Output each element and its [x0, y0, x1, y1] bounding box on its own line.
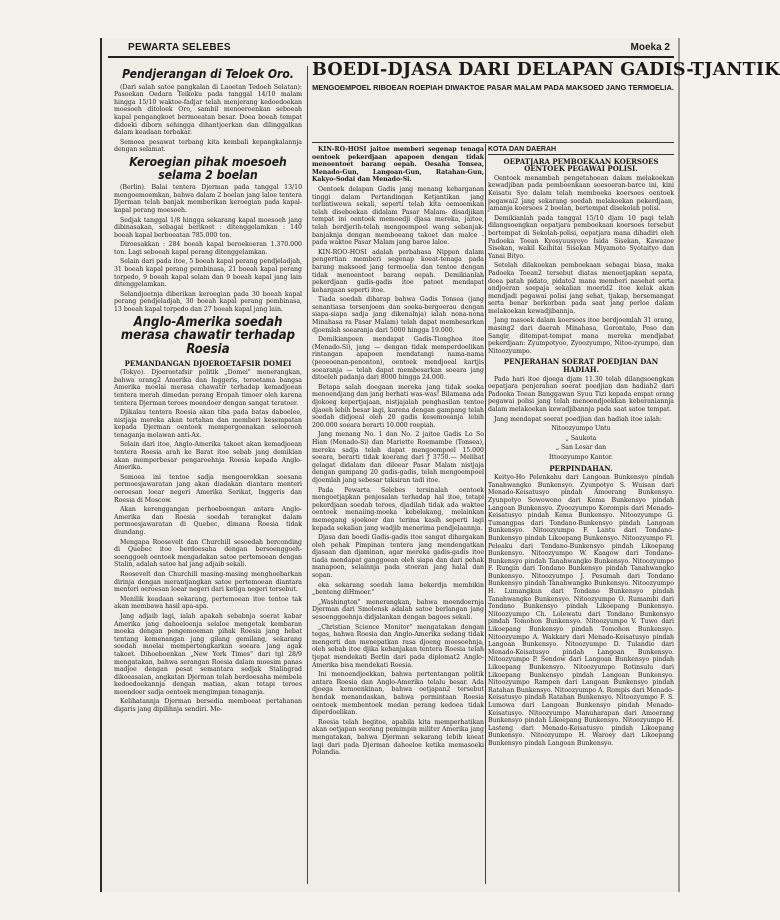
- lead-box: KIN-RO-HOSI jaitoe memberi segenap tenaga oentoek pekerdjaan apapoen dengan tidak menoentoet barang oepah. Oesaha Tonsea, Menado-Gun, Langoan-Gun, Ratahan-Gun, Kakyo-Sodai dan Menado-Si.: [312, 146, 484, 184]
- paragraph: Jang menang No. 1 dan No. 2 jaitoe Gadis Lo So Hian (Menado-Si) dan Mariette Roemambe (Tonsea), mereka sadja telah dapat mengoempoel 15.000 soeara, berarti tidak koerang dari ƒ 3750.— Melihat gelagat didalam dan diloear Pasar Malam nistjaja dengan gampang 20 gadis-gadis, telah mengoempoel djoemlah jang sebesar taksiran tadi itoe.: [312, 431, 484, 484]
- paper-name: PEWARTA SELEBES: [128, 42, 231, 53]
- paragraph: Diroesakkan : 284 boeah kapal beroekoeran 1.370.000 ton. Lagi seboeah kapal perang ditenggelamkan.: [114, 241, 302, 256]
- paragraph: Demikianpoen mendapat Gadis-Tionghoa itoe (Menado-Si), jang — dengan tidak memperdoelikan rintangan apapoen mendatangi nama-nama (peoeoenan-penonton), oentoek mendjoeal kartjis soearanja — telah dapat membesarkan soeara jang ditoeleh padanja dari 8000 hingga 24.000.: [312, 336, 484, 382]
- paragraph: Pada Pewarta Selebes tersinalah oentoek mengoetjapkan penjesalan terhadap hal itoe, tetapi pekerdjaan soedah teroes, djadilah tidak ada waktoe oentoek menaiing-moeka kebelakang, melainkan memegang sjoekoer dan terima kasih seperti lagi kepada sekalian jang wadjib menerima pendjelaannja.: [312, 486, 484, 532]
- paragraph: Menilik keadaan sekarang, pertemoean itoe tentoe tak akan membawa hasil apa-apa.: [114, 595, 302, 611]
- paragraph: Oentoek delapan Gadis jang menang keharganan tinggi dalam Pertandingan Ketjantikan jang terlintiwewa sekali, seperti telah kita oemoemkan telah diseboekan didalam Pasar Malam- disadjikan tempat ini oentoek memoedji djasa mereka, jaitoe, telah berdjerih-telah mengoempoel wang sebanjak-banjaknja dengan memboeang takoet dan malce - pada waktoe Pasar Malam jang baroe laloe.: [312, 185, 484, 247]
- paragraph: Semoea ini tentoe sadja mengoerokkan soesana permoesjawaratan jang akan diadakan diantara menteri oeroesan loear negeri Amerika Serikat, Inggeris dan Roesia di Moscow.: [114, 473, 302, 504]
- headline: Keroegian pihak moesoeh selama 2 boelan: [129, 154, 287, 182]
- paragraph: Keityo-Ho Pelenkahu dari Langoan Bunkensyo pindah Tanahwangko Bunkensyo. Zyunpotyo S. Wuisan dari Menado-Keisatusyo pindah Amoerang Bunkensyo. Zyunpotyo Sowowono dari Kema Bunkensyo pindah Langoan Bunkensyo. Zyoozyumpo Korompis dari Menado-Keisatusyo pindah Kema Bunkensyo. Nitoozyumpo G. Tumangpas dari Tondano-Bunkensyo pindah Langoan Bunkensyo. Nitoozyumpo F. Lantu dari Tondano-Bunkensyo pindah Likoepang Bunkensyo. Nitoozyumpo Fl. Peleaku dari Tondano-Bunkensyo pindah Likoepang Bunkensyo. Nitoozyumpo W. Kaagow dari Tondano-Bunkensyo pindah Tanahwangko Bunkensyo. Nitoozyumpo F. Rungin dari Tondano Bunkensyo pindah Tanahwangko Bunkensyo. Nitoozyumpo J. Pesumah dari Tondano Bunkensyo pindah Tanahwangko Bunkensyo. Nitoozyumpo H. Lumangkun dari Tondano Bunkensyo pindah Tanahwangko Bunkensyo. Nitoozyumpo O. Rumambi dari Tondano Bunkensyo pindah Likoepang Bunkensyo. Nitoozyumpo Ch. Lolewatu dari Tondano Bunkensyo pindah Tomohon Bunkensyo. Nitoozyumpo V. Tuwo dari Likoepang Bunkensyo pindah Tomohon Bunkensyo. Nitoozyumpo A. Wakkary dari Menado-Keisatusyo pindah Langoan Bunkensyo. Nitoozyumpo D. Tulandie dari Menado-Keisatusyo pindah Langoan Bunkensyo. Nitoozyumpo P. Sendow dari Langoan Bunkensyo pindah Likoepang Bunkensyo. Nitoozyumpo Rotinsulu dari Likoepang Bunkensyo pindah Langoan Bunkensyo. Nitoozyumpo Rampen dari Langoan Bunkensyo pindah Ratahan Bunkensyo. Nitoozyumpo A. Rompis dari Menado-Keisatusyo pindah Ratahan Bunkensyo. Nitoozyumpo F. S. Lumowa dari Langoan Bunkensyo pindah Menado-Keisatusyo. Nitoozyumpo Manuharapan dari Amoerang Bunkensyo pindah Likoepang Bunkensyo. Nitoozyumpo H. Lasteng dari Menado-Keisatusyo pindah Likoepang Bunkensyo. Nitoozyumpo H. Waroey dari Likoepang Bunkensyo pindah Langoan Bunkensyo.: [488, 474, 674, 747]
- paragraph: (Dari salah satoe pangkalan di Laoetan Tedoeh Selatan): Pasoekan Oedara Teikoku pada tanggal 14/10 malam hingga 15/10 waktoe-fadjar telah menjerang kedoedoekan moesoeh ditoloek Oro, sambil menoeroenkan seboeah kapal pengangkoet bermoeatan besar. Doea boeah tempat didoeki diborn sehingga dihantjoerkan dan dilinggalkan dalam keadaan terbakar.: [114, 83, 302, 137]
- column-right: [488, 146, 674, 886]
- subheadline: PERPINDAHAN.: [549, 463, 613, 473]
- list-item: Nitoozyumpo Untu: [551, 425, 611, 433]
- paragraph: (Tokyo). Djoeroetafsir politik „Domei" menerangkan, bahwa orang2 Amerika dan Inggeris, teroetama bangsa Amerika moelai merasa chawatir terhadap kemadjoean tentera merah dimedan perang Eropah timoer oleh karena tentera Djerman teroes moendoer dengan sangat teratoer.: [114, 369, 302, 407]
- paragraph: Mengapa Roosevelt dan Churchill sesoedah berconding di Quebec itoe berdoesaha dengan bersoenggoeh-soenggoeh oentoek mengadakan satoe pertemoean dengan Stalin, adalah satoe hal jang adjaib sekali.: [114, 538, 302, 569]
- paragraph: Pada hari itoe djoega djam 11.30 telah dilangsoengkan oepatjara penjerahan soerat poedjian dan hadiah2 dari Padoeka Toean Banggawan Syuu Tizi kepada empat orang pegawai polisi jang telah menoendjoekkan keberaniannja dalam melakoekan kewadjibannja pada saat satoe tempat.: [488, 375, 674, 413]
- paragraph: Jang masoek dalam koersoes itoe berdjoemlah 31 orang, masing2 dari daerah Minahasa, Gorontalo, Poso dan Sangir, ditempat-tempat mana mereka mendjabat pekerdjaan: Zyumpotyoo, Zyoozyumpo, Nitoo-zyumpo, dan Nitoozyumpo.: [488, 317, 674, 355]
- banner-headline: [312, 60, 780, 92]
- banner-rule: [312, 142, 674, 143]
- paragraph: Oentoek menambah pengetahoean dalam melakoekan kewadjiban pada pemboenkaan soesoeran-barce ini, kini Keisatu Syo dalam telah memboeka koersoes oentoek pegawai2 jang sekarang soedah melakoekan pekerdjaan, jamanja koersoes 2 boelan, bertempat disekolah polisi.: [488, 174, 674, 213]
- paragraph: Roesia telah begitoe, apabila kita memperhatikan akan oetjapan seorang pemimpin militer Amerika jang mengatakan, bahwa Djerman sekarang lebih koeat lagi dari pada Djerman dahoeloe ketika memasoeki Polandia.: [312, 718, 484, 757]
- paragraph: Betapa salah doegaan mereka jang tidak soeka menoendjang dan jang berhati was-was! Bilamana ada djokoeg kepertjajaan, nistjajalah penghasilan tentoe djaoeh lebih besar lagi, karena dengan gampang telah soedah didjoeal oleh 20 gadis kesemoeanja lebih 200.000 soeara berarti 10.000 roepiah.: [312, 383, 484, 429]
- paragraph: Akan kerenggangan perhoeboengan antara Anglo-Amerika dan Roesia soedah terangkat dalam permoesjawaratan di Quebec, dimana Roesia tidak diundang.: [114, 506, 302, 537]
- page-number: Moeka 2: [630, 42, 670, 53]
- paragraph: „Washington" menerangkan, bahwa moendoernja Djerman dari Smolensk adalah satoe berlangan jang sesoenggoehnja didjalankan dengan bagoes sekali.: [312, 598, 484, 622]
- paragraph: KIN-ROO-HOSI adalah perbahasa Nippon dalam pengertian memberi segenap koeat-tenaga pada barang maksoed jang termoelia dan tentoe dengan tidak menoentoet barang oepah. Demikianlah pekerdjaan gadis-gadis itoe patoet mendapat kehargaan seperti itoe.: [312, 248, 484, 294]
- list-item: Ittoozyumpo Kantor.: [549, 453, 613, 461]
- paragraph: Jang mendapat soerat poedjian dan hadiah itoe ialah:: [494, 415, 662, 423]
- paragraph: eka sekarang soedah lama bekerdja membikin „benteng diHmoer.": [312, 581, 484, 597]
- paragraph: Selain dari itoe, Anglo-Amerika takoet akan kemadjoean tentera Roesia arah ke Barat itoe sebab jang demikian akan memperbesar pengaroehnja Roesia kepada Anglo-Amerika.: [114, 441, 302, 472]
- headline: Anglo-Amerika soedah merasa chawatir terhadap Roesia: [120, 314, 296, 357]
- paragraph: Djasa dan boedi Gadis-gadis itoe sangat dihargakan oleh pehak Pimpinan tentera jang mendengatkan djasaan dan djaminan, agar mereka gadis-gadis itoe tiada mendapat ganggoean oleh siapa dan dari pehak manapoen, selainnja pada stoeran jang halal dan sopan.: [312, 534, 484, 580]
- headline: Pendjerangan di Teloek Oro.: [122, 67, 294, 81]
- column-left: [114, 66, 302, 886]
- column-rule: [485, 144, 486, 884]
- paragraph: Sedjak tanggal 1/8 hingga sekarang kapal moesoeh jang dibinasakan, sebagai berikoet : ditenggelamkan : 140 boeah kapal berboeatan 785.000 ton.: [114, 216, 302, 239]
- section-label: KOTA DAN DAERAH: [488, 146, 674, 155]
- paragraph: Selandjoetnja diberikan keroegian pada 30 boeah kapal perang pendjeladjah, 30 boeah kapal perang pembinasa, 13 boeah kapal torpedo dan 27 boeah kapal jang lain.: [114, 290, 302, 314]
- paragraph: Semoea pesawat terbang kita kembali kepangkalannja dengan selamat.: [114, 138, 302, 154]
- paragraph: Demikianlah pada tanggal 15/10 djam 10 pagi telah dilangsoengkan oepatjara pemboekaan koersoes tersebut bertempat di Sekolah-polisi, oepatjara mana dihadiri oleh Padoeka Toean Kyosyuusyoyo Isida Sisekan, Kawazoe Sisekan, wakil Keibitai Sisekan Miyamoto Syotaityo dan Yanai Bityo.: [488, 214, 674, 260]
- subheadline: PENJERAHAN SOERAT POEDJIAN DAN HADIAH.: [503, 357, 659, 375]
- subheadline: PEMANDANGAN DJOEROETAFSIR DOMEI: [124, 358, 292, 368]
- paragraph: Kelihatannja Djerman bersedia memboeat pertahanan digaris jang dipilihnja sendiri. Me-: [114, 698, 302, 714]
- paragraph: Jang adjaib lagi, ialah apakah sebabnja soerat kabar Amerika jang dahoeloenja selaloe mengetak kembaran moeka dengan pengemoeman pihak Roesia jang hebat tentang kemenangan jang gilang gemilang, sekarang soedah moelai mempertengkarkan soeara jang agak takoet. Dihoeboenkan „New York Times" dari tgl 28/9 mengatakan, bahwa serangan Roesia dalam moesim panas madjoe dengan pesat semantara sedjak Stalingrad dikoeasaian, angkatan Djerman telah berdoesaha membela kedoedoekannja dengan matian, akan tetapi teroes moendoer sadja oentoek mengimpan tenaganja.: [114, 612, 302, 696]
- column-middle: [312, 146, 484, 886]
- list-item: „ San Lesar dan: [555, 444, 607, 452]
- paragraph: Setelah dilakoekan pemboekaan sebagai biasa, maka Padoeka Toean2 tersebut diatas menoetjapkan sepata, doea patah pidato, pidato2 mana memberi nasehat serta andjoeran soepaja sekalian moerid2 itoe kelak akan mendjadi pegawai polisi jang sehat, tjakap, bersemangat serta benar berkorban pada saat jang perloe dalam melakoekan kewadjibannja.: [488, 262, 674, 315]
- paragraph: Roosevelt dan Churchill masing-masing menghoebarkan dirinja dengan merantjangkan satoe pertemoean diantara menteri oeroesan loear negeri dari ketiga negeri tersebut.: [114, 570, 302, 594]
- newspaper-page: [100, 38, 780, 892]
- paragraph: (Berlin). Balai tentera Djerman pada tanggal 13/10 mengoemoemkan, bahwa dalam 2 boelan jang laloe tentera Djerman telah banjak memberikan keroegian pada kapal-kapal perang moesoeh.: [114, 184, 302, 214]
- banner-deck: MENGOEMPOEL RIBOEAN ROEPIAH DIWAKTOE PASAR MALAM PADA MAKSOED JANG TERMOELIA.: [312, 83, 674, 92]
- paragraph: Djikalau tentera Roesia akan tiba pada batas daboelee, nistjaja mereka akan tertahan dan memberi kesempatan kepada Djerman oentoek mempergoenakan seloeroeh tenaganja melawan anti-Ax.: [114, 409, 302, 439]
- masthead: [108, 40, 674, 58]
- paragraph: Tiada soedah diharap bahwa Gadis Tonsea (jang senantiasa tersenjoem dan soeka-bergoerau dengan siapa-siapa sadja jang dikenalnja) ialah nona-nona Minahasa ra Pasar Malam) telah dapat membesarkan djoemlah soearanja dari 5000 hingga 19.000.: [312, 296, 484, 334]
- paragraph: Ini menoendjoekkan, bahwa pertentangan politik antara Roesia dan Anglo-Amerika telalu besar. Ada djoega kemoenkinan, bahwa oetjapan2 tersebut hendak menandaskan, bahwa permintaan Roesia oentoek membentoek medan perang kedoea tidak diperdoelikan.: [312, 671, 484, 717]
- paragraph: Selain dari pada itoe, 5 boeah kapal perang pendjeladjah, 31 boeah kapal perang pembinasa, 21 boeah kapal perang torpedo, 9 boeah kapal selam dan 9 boeah kapal jang lain ditenggelamkan.: [114, 258, 302, 289]
- list-item: „ Saukota: [565, 434, 597, 442]
- subheadline: OEPATJARA PEMBOEKAAN KOERSOES OENTOEK PEGAWAI POLISI.: [503, 156, 659, 174]
- banner-title: BOEDI-DJASA DARI DELAPAN GADIS-TJANTIK: [312, 60, 780, 80]
- column-rule: [307, 66, 308, 884]
- paragraph: „Christian Science Monitor" mengatakan dengan tegas, bahwa Roesia dan Anglo-Amerika sedang tidak mengerti dan menepatkan rasa djoeng moesoehnja, oleh sebab itoe djika kebanjakan tentera Roesia telah tjepat mendekati Berlin dari pada diplomat2 Anglo-Amerika bisa mendekati Roesia.: [312, 623, 484, 669]
